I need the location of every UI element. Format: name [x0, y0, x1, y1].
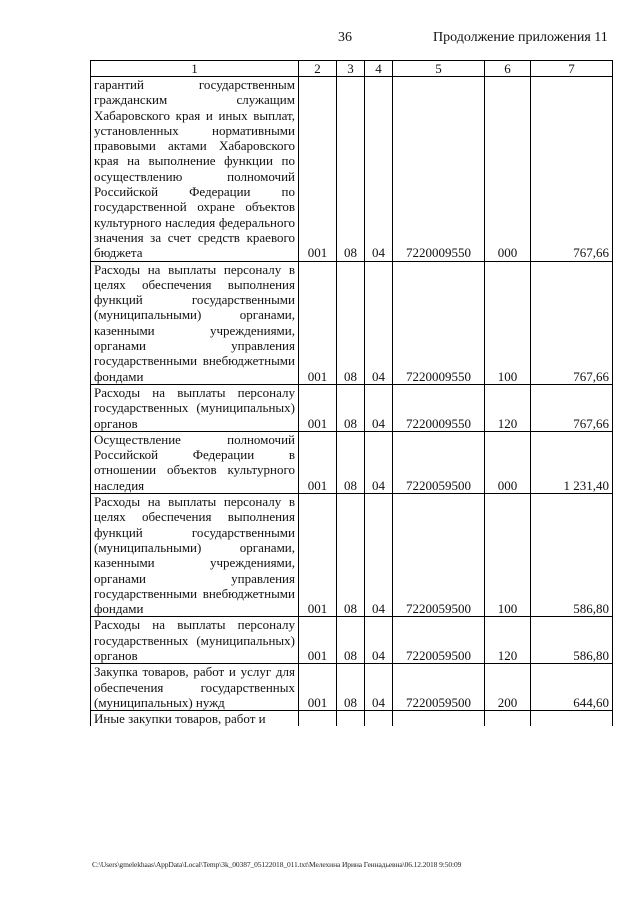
column-header: 7: [531, 61, 613, 77]
target-item-code: [393, 711, 485, 727]
row-description: Расходы на выплаты персоналу государственных (муниципальных) органов: [91, 617, 299, 664]
subsection-code: 04: [365, 431, 393, 493]
section-code: 08: [337, 261, 365, 384]
amount: 586,80: [531, 617, 613, 664]
column-header: 6: [485, 61, 531, 77]
target-item-code: 7220009550: [393, 77, 485, 262]
table-row: [91, 664, 613, 711]
expense-type-code: 000: [485, 77, 531, 262]
row-description: Расходы на выплаты персоналу в целях обеспечения выполнения функций государственными (муниципальными) органами, казенными учреждениями, органами управления государственными внебюджетными фондами: [91, 494, 299, 617]
amount: 644,60: [531, 664, 613, 711]
amount: 1 231,40: [531, 431, 613, 493]
expense-type-code: [485, 711, 531, 727]
expense-type-code: 000: [485, 431, 531, 493]
target-item-code: 7220059500: [393, 617, 485, 664]
ministry-code: 001: [299, 431, 337, 493]
expense-type-code: 120: [485, 384, 531, 431]
ministry-code: [299, 711, 337, 727]
row-description: гарантий государственным гражданским служащим Хабаровского края и иных выплат, установленных нормативными правовыми актами Хабаровского края на выполнение функции по осуществлению полномочий Российской Федерации по государственной охране объектов культурного наследия федерального значения за счет средств краевого бюджета: [91, 77, 299, 262]
ministry-code: 001: [299, 384, 337, 431]
table-row: [91, 77, 613, 262]
amount: 767,66: [531, 261, 613, 384]
budget-table: [90, 60, 613, 726]
subsection-code: 04: [365, 261, 393, 384]
section-code: 08: [337, 77, 365, 262]
expense-type-code: 120: [485, 617, 531, 664]
column-number-row: [91, 61, 613, 77]
amount: 586,80: [531, 494, 613, 617]
ministry-code: 001: [299, 261, 337, 384]
table-row: [91, 261, 613, 384]
appendix-label: Продолжение приложения 11: [433, 30, 608, 45]
column-header: 1: [91, 61, 299, 77]
expense-type-code: 100: [485, 261, 531, 384]
section-code: 08: [337, 494, 365, 617]
expense-type-code: 200: [485, 664, 531, 711]
target-item-code: 7220059500: [393, 664, 485, 711]
file-path-footer: C:\Users\gmelekhaas\AppData\Local\Temp\3k_00387_05122018_011.txt\Мелехина Ирина Геннадьевна\06.12.2018 9:50:09: [92, 860, 462, 869]
expense-type-code: 100: [485, 494, 531, 617]
subsection-code: [365, 711, 393, 727]
subsection-code: 04: [365, 384, 393, 431]
ministry-code: 001: [299, 494, 337, 617]
target-item-code: 7220059500: [393, 431, 485, 493]
column-header: 4: [365, 61, 393, 77]
amount: [531, 711, 613, 727]
ministry-code: 001: [299, 617, 337, 664]
row-description: Иные закупки товаров, работ и: [91, 711, 299, 727]
row-description: Осуществление полномочий Российской Федерации в отношении объектов культурного наследия: [91, 431, 299, 493]
subsection-code: 04: [365, 664, 393, 711]
section-code: [337, 711, 365, 727]
section-code: 08: [337, 664, 365, 711]
table-row: [91, 384, 613, 431]
subsection-code: 04: [365, 617, 393, 664]
target-item-code: 7220059500: [393, 494, 485, 617]
subsection-code: 04: [365, 494, 393, 617]
row-description: Закупка товаров, работ и услуг для обеспечения государственных (муниципальных) нужд: [91, 664, 299, 711]
amount: 767,66: [531, 77, 613, 262]
subsection-code: 04: [365, 77, 393, 262]
column-header: 3: [337, 61, 365, 77]
row-description: Расходы на выплаты персоналу государственных (муниципальных) органов: [91, 384, 299, 431]
ministry-code: 001: [299, 77, 337, 262]
section-code: 08: [337, 617, 365, 664]
page-number: 36: [338, 30, 352, 45]
row-description: Расходы на выплаты персоналу в целях обеспечения выполнения функций государственными (муниципальными) органами, казенными учреждениями, органами управления государственными внебюджетными фондами: [91, 261, 299, 384]
table-row: [91, 617, 613, 664]
amount: 767,66: [531, 384, 613, 431]
section-code: 08: [337, 431, 365, 493]
column-header: 2: [299, 61, 337, 77]
table-row: [91, 431, 613, 493]
table-row: [91, 494, 613, 617]
target-item-code: 7220009550: [393, 261, 485, 384]
ministry-code: 001: [299, 664, 337, 711]
section-code: 08: [337, 384, 365, 431]
column-header: 5: [393, 61, 485, 77]
table-row: [91, 711, 613, 727]
target-item-code: 7220009550: [393, 384, 485, 431]
